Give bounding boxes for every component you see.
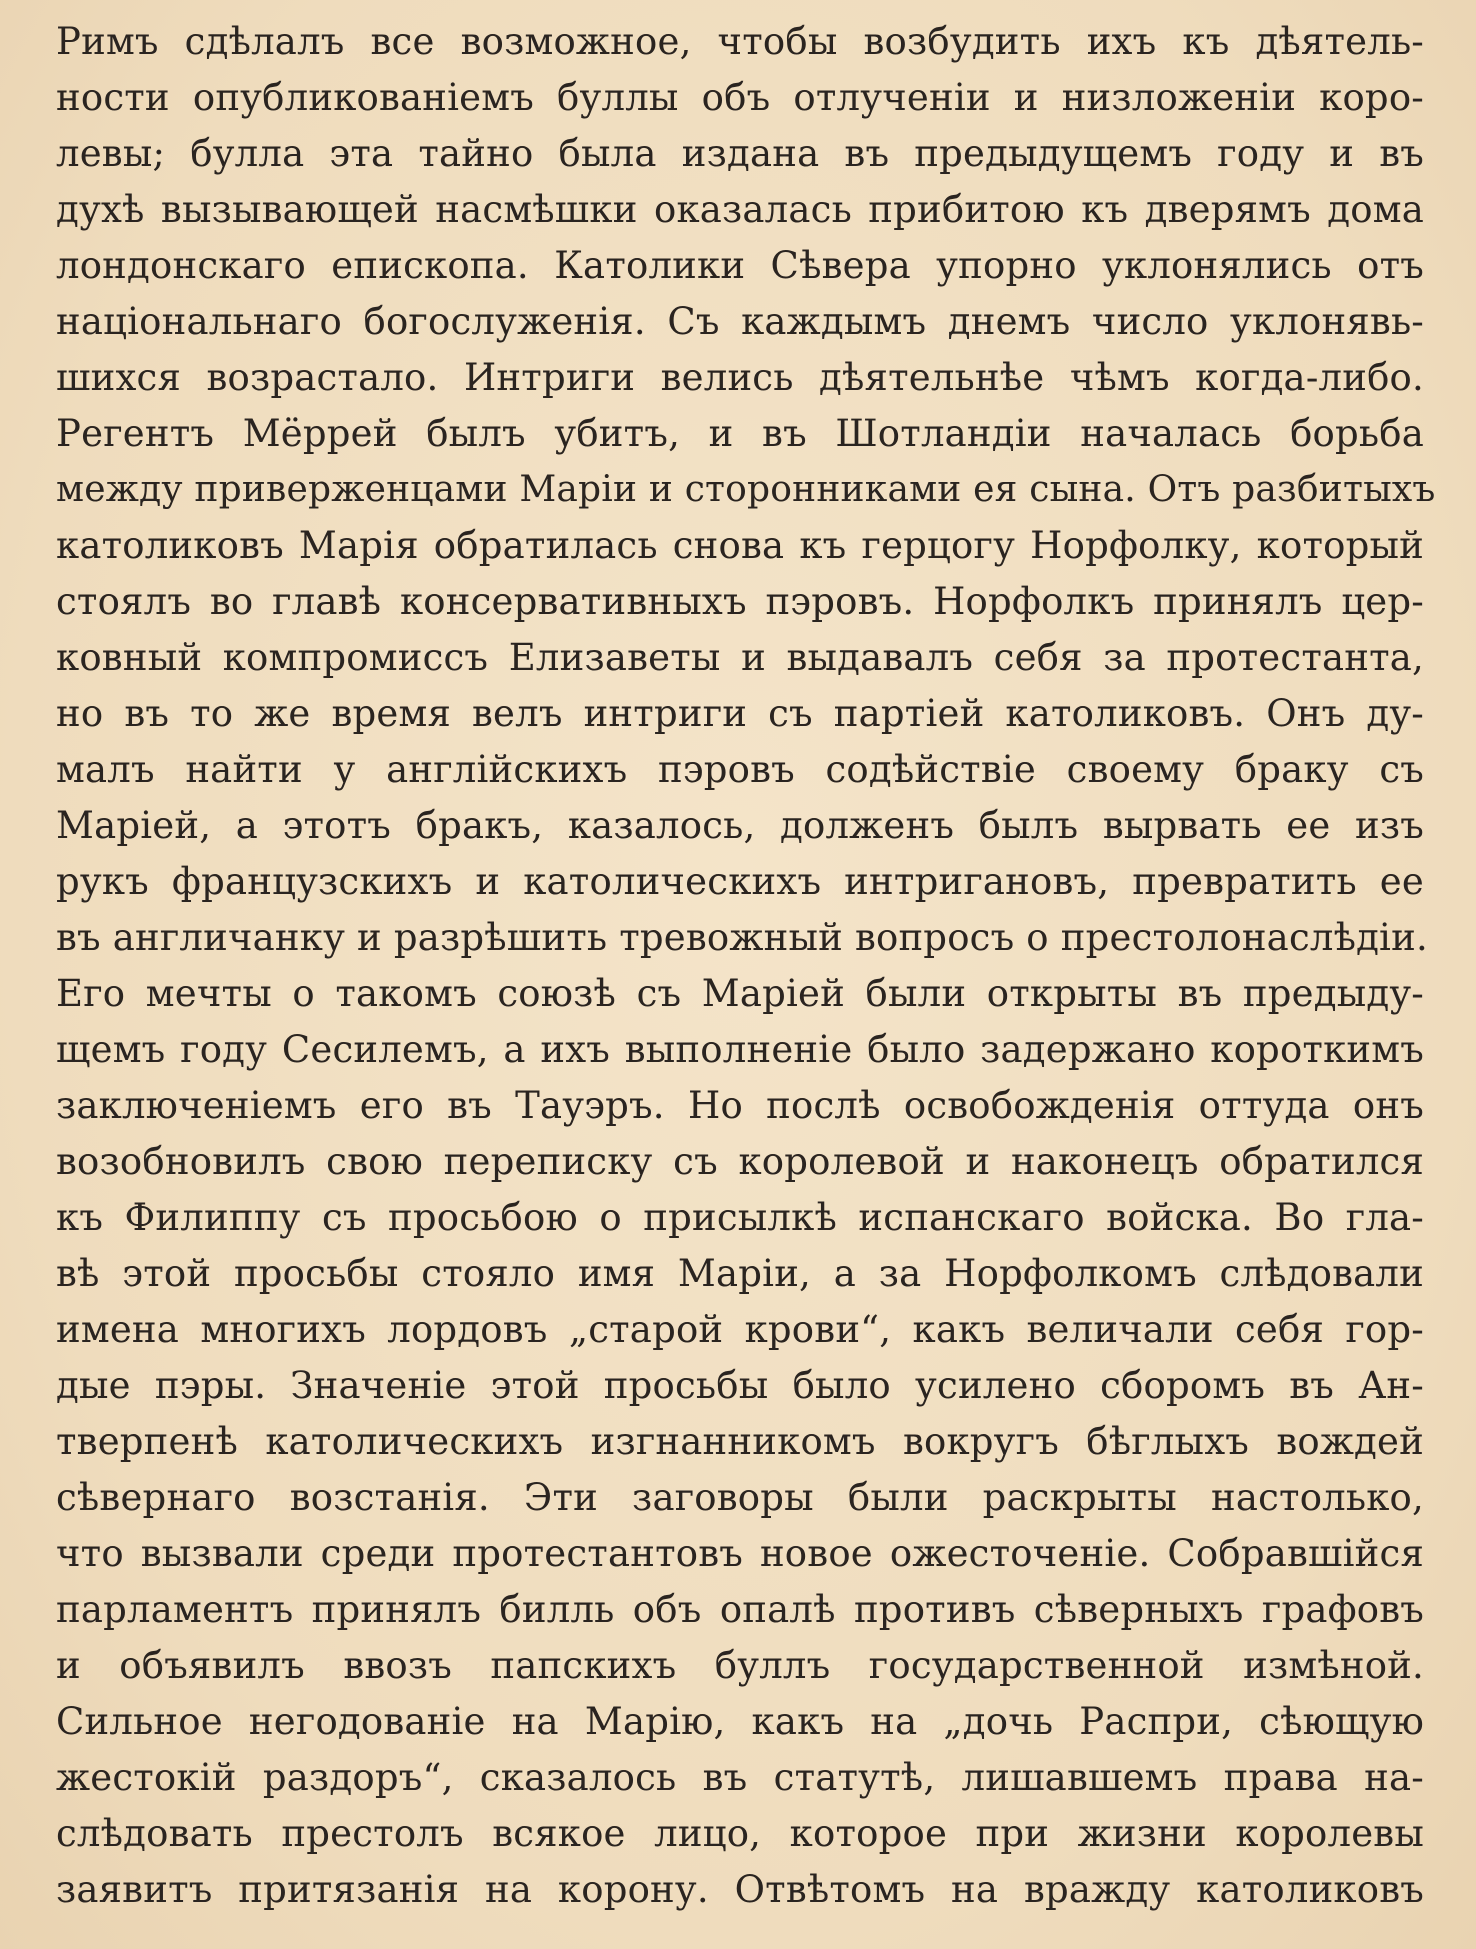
- text-line: духѣ вызывающей насмѣшки оказалась прибитою къ дверямъ дома: [56, 188, 1424, 231]
- page-text-block: [56, 14, 1436, 1934]
- text-line: заключеніемъ его въ Тауэръ. Но послѣ освобожденія оттуда онъ: [56, 1084, 1424, 1127]
- text-line: малъ найти у англійскихъ пэровъ содѣйствіе своему браку съ: [56, 748, 1424, 791]
- text-line: заявитъ притязанія на корону. Отвѣтомъ на вражду католиковъ: [56, 1868, 1424, 1911]
- text-line: что вызвали среди протестантовъ новое ожесточеніе. Собравшійся: [56, 1532, 1424, 1575]
- text-line: шихся возрастало. Интриги велись дѣятельнѣе чѣмъ когда-либо.: [56, 356, 1424, 399]
- text-line: но въ то же время велъ интриги съ партіей католиковъ. Онъ ду-: [56, 692, 1424, 735]
- text-line: Римъ сдѣлалъ все возможное, чтобы возбудить ихъ къ дѣятель-: [56, 20, 1424, 63]
- text-line: католиковъ Марія обратилась снова къ герцогу Норфолку, который: [56, 524, 1424, 567]
- text-line: къ Филиппу съ просьбою о присылкѣ испанскаго войска. Во гла-: [56, 1196, 1424, 1239]
- text-line: Маріей, а этотъ бракъ, казалось, долженъ былъ вырвать ее изъ: [56, 804, 1424, 847]
- text-line: Сильное негодованіе на Марію, какъ на „дочь Распри, сѣющую: [56, 1700, 1424, 1743]
- text-line: стоялъ во главѣ консервативныхъ пэровъ. Норфолкъ принялъ цер-: [56, 580, 1424, 623]
- text-line: щемъ году Сесилемъ, а ихъ выполненіе было задержано короткимъ: [56, 1028, 1424, 1071]
- text-line: жестокій раздоръ“, сказалось въ статутѣ, лишавшемъ права на-: [56, 1756, 1424, 1799]
- text-line: парламентъ принялъ билль объ опалѣ противъ сѣверныхъ графовъ: [56, 1588, 1424, 1631]
- text-line: и объявилъ ввозъ папскихъ буллъ государственной измѣной.: [56, 1644, 1424, 1687]
- text-line: лондонскаго епископа. Католики Сѣвера упорно уклонялись отъ: [56, 244, 1424, 287]
- text-line: левы; булла эта тайно была издана въ предыдущемъ году и въ: [56, 132, 1424, 175]
- text-line: въ англичанку и разрѣшить тревожный вопросъ о престолонаслѣдіи.: [56, 916, 1428, 959]
- text-line: ности опубликованіемъ буллы объ отлученіи и низложеніи коро-: [56, 76, 1424, 119]
- text-line: тверпенѣ католическихъ изгнанникомъ вокругъ бѣглыхъ вождей: [56, 1420, 1424, 1463]
- text-line: между приверженцами Маріи и сторонниками ея сына. Отъ разбитыхъ: [56, 469, 1436, 510]
- text-line: Регентъ Мёррей былъ убитъ, и въ Шотландіи началась борьба: [56, 412, 1424, 455]
- text-line: ковный компромиссъ Елизаветы и выдавалъ себя за протестанта,: [56, 636, 1424, 679]
- text-line: вѣ этой просьбы стояло имя Маріи, а за Норфолкомъ слѣдовали: [56, 1252, 1424, 1295]
- text-line: возобновилъ свою переписку съ королевой и наконецъ обратился: [56, 1140, 1424, 1183]
- text-line: національнаго богослуженія. Съ каждымъ днемъ число уклонявь-: [56, 300, 1424, 343]
- text-line: слѣдовать престолъ всякое лицо, которое при жизни королевы: [56, 1812, 1424, 1855]
- text-line: сѣвернаго возстанія. Эти заговоры были раскрыты настолько,: [56, 1476, 1424, 1519]
- text-line: имена многихъ лордовъ „старой крови“, какъ величали себя гор-: [56, 1308, 1424, 1351]
- text-line: рукъ французскихъ и католическихъ интригановъ, превратить ее: [56, 860, 1424, 903]
- text-line: Его мечты о такомъ союзѣ съ Маріей были открыты въ предыду-: [56, 972, 1424, 1015]
- text-line: дые пэры. Значеніе этой просьбы было усилено сборомъ въ Ан-: [56, 1364, 1424, 1407]
